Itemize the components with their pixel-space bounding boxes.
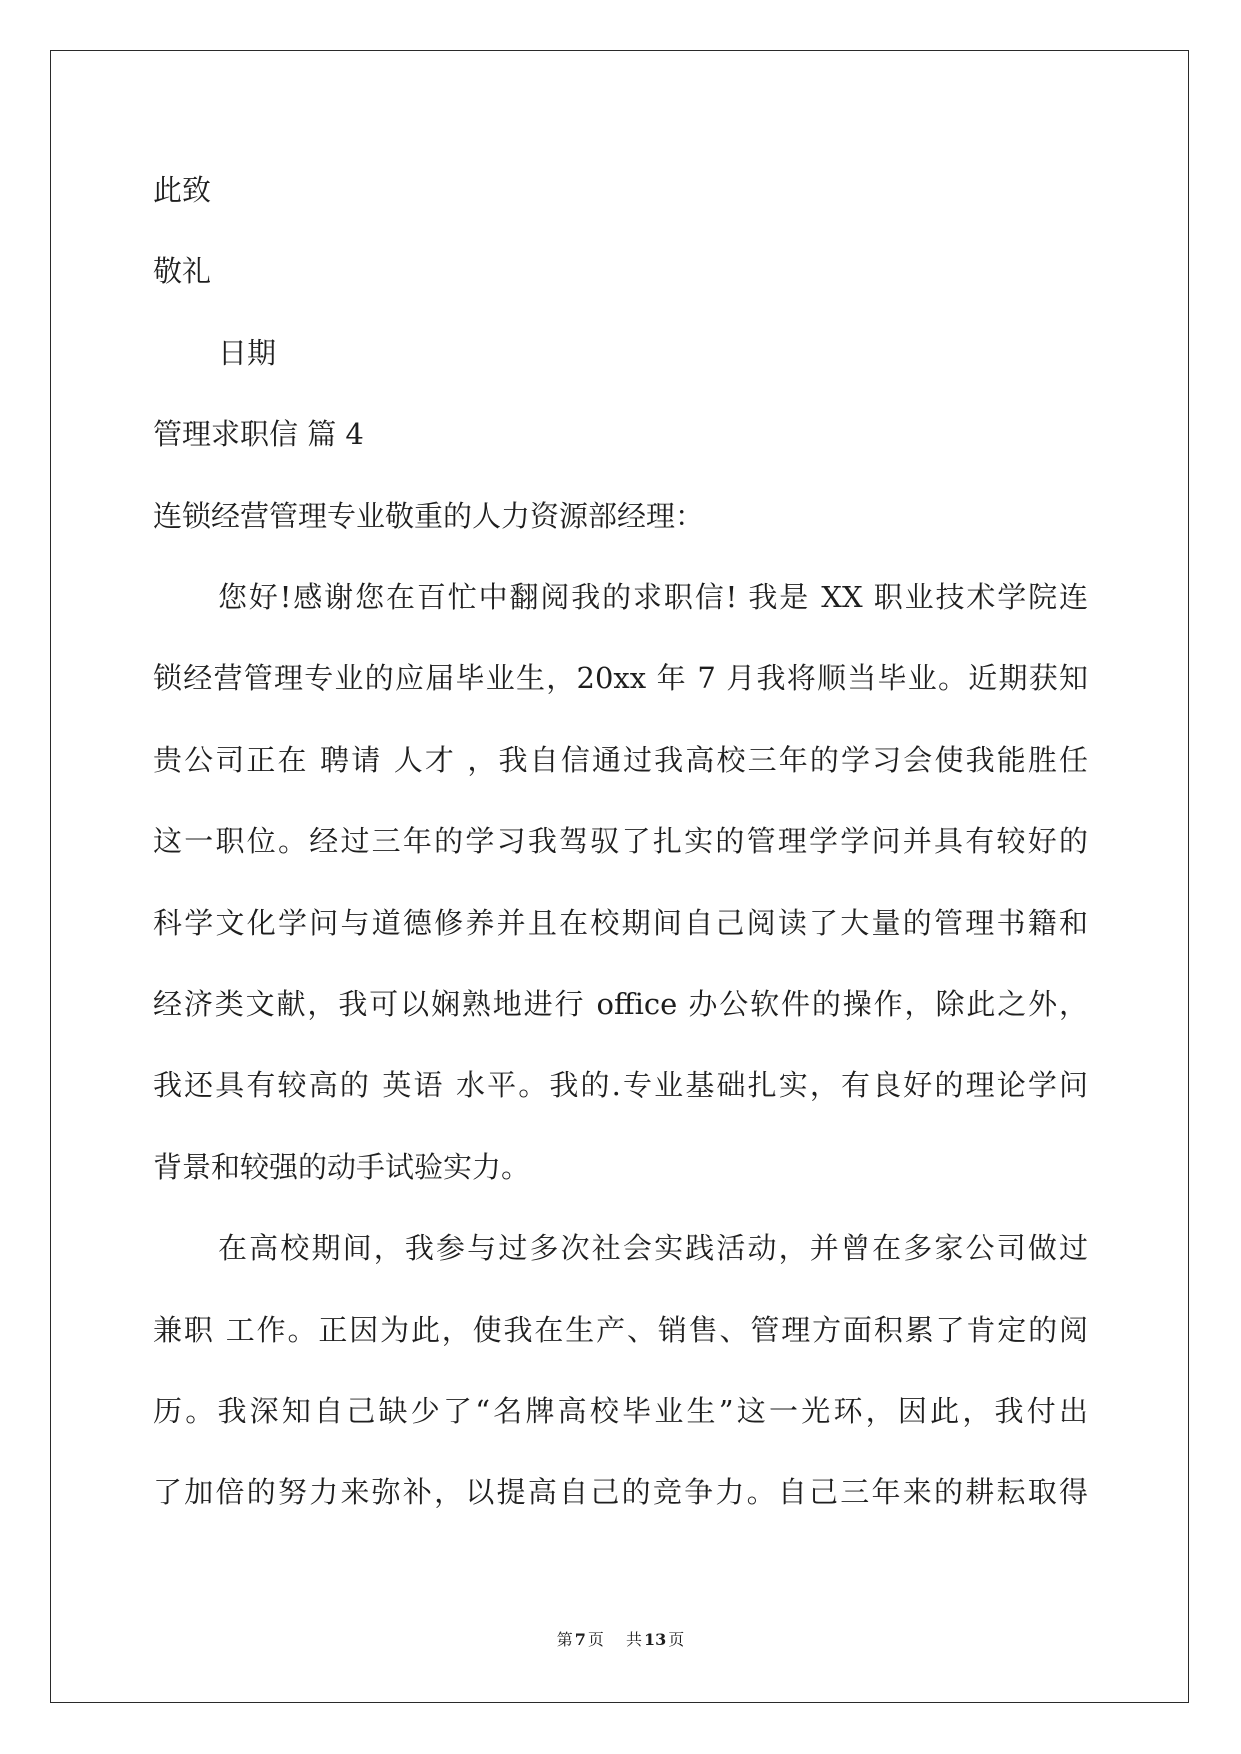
page-prefix: 第 (556, 1630, 573, 1649)
paragraph-line: 贵公司正在 聘请 人才 ，我自信通过我高校三年的学习会使我能胜任 (153, 743, 1088, 777)
current-page-number: 7 (574, 1630, 586, 1649)
paragraph-line: 我还具有较高的 英语 水平。我的.专业基础扎实，有良好的理论学问 (153, 1068, 1088, 1102)
paragraph-line: 历。我深知自己缺少了“名牌高校毕业生”这一光环，因此，我付出 (153, 1394, 1088, 1428)
paragraph-line: 经济类文献，我可以娴熟地进行 office 办公软件的操作，除此之外， (153, 987, 1088, 1021)
total-prefix: 共 (625, 1630, 642, 1649)
paragraph-line: 兼职 工作。正因为此，使我在生产、销售、管理方面积累了肯定的阅 (153, 1313, 1088, 1347)
page-suffix: 页 (587, 1630, 604, 1649)
paragraph-line: 锁经营管理专业的应届毕业生，20xx 年 7 月我将顺当毕业。近期获知 (153, 661, 1088, 695)
total-pages-number: 13 (643, 1630, 667, 1649)
section-heading: 管理求职信 篇 4 (153, 417, 364, 451)
paragraph-line: 背景和较强的动手试验实力。 (153, 1150, 531, 1184)
closing-salute: 敬礼 (153, 254, 212, 288)
page-border (50, 50, 1189, 1703)
closing-phrase: 此致 (153, 173, 212, 207)
total-suffix: 页 (668, 1630, 685, 1649)
paragraph-line: 在高校期间，我参与过多次社会实践活动，并曾在多家公司做过 (218, 1231, 1088, 1265)
page-footer (0, 1630, 1241, 1650)
paragraph-line: 科学文化学问与道德修养并且在校期间自己阅读了大量的管理书籍和 (153, 906, 1088, 940)
date-label: 日期 (218, 336, 277, 370)
paragraph-line: 您好!感谢您在百忙中翻阅我的求职信! 我是 XX 职业技术学院连 (218, 580, 1088, 614)
salutation: 连锁经营管理专业敬重的人力资源部经理： (153, 499, 705, 533)
paragraph-line: 了加倍的努力来弥补，以提高自己的竞争力。自己三年来的耕耘取得 (153, 1475, 1088, 1509)
paragraph-line: 这一职位。经过三年的学习我驾驭了扎实的管理学学问并具有较好的 (153, 824, 1088, 858)
